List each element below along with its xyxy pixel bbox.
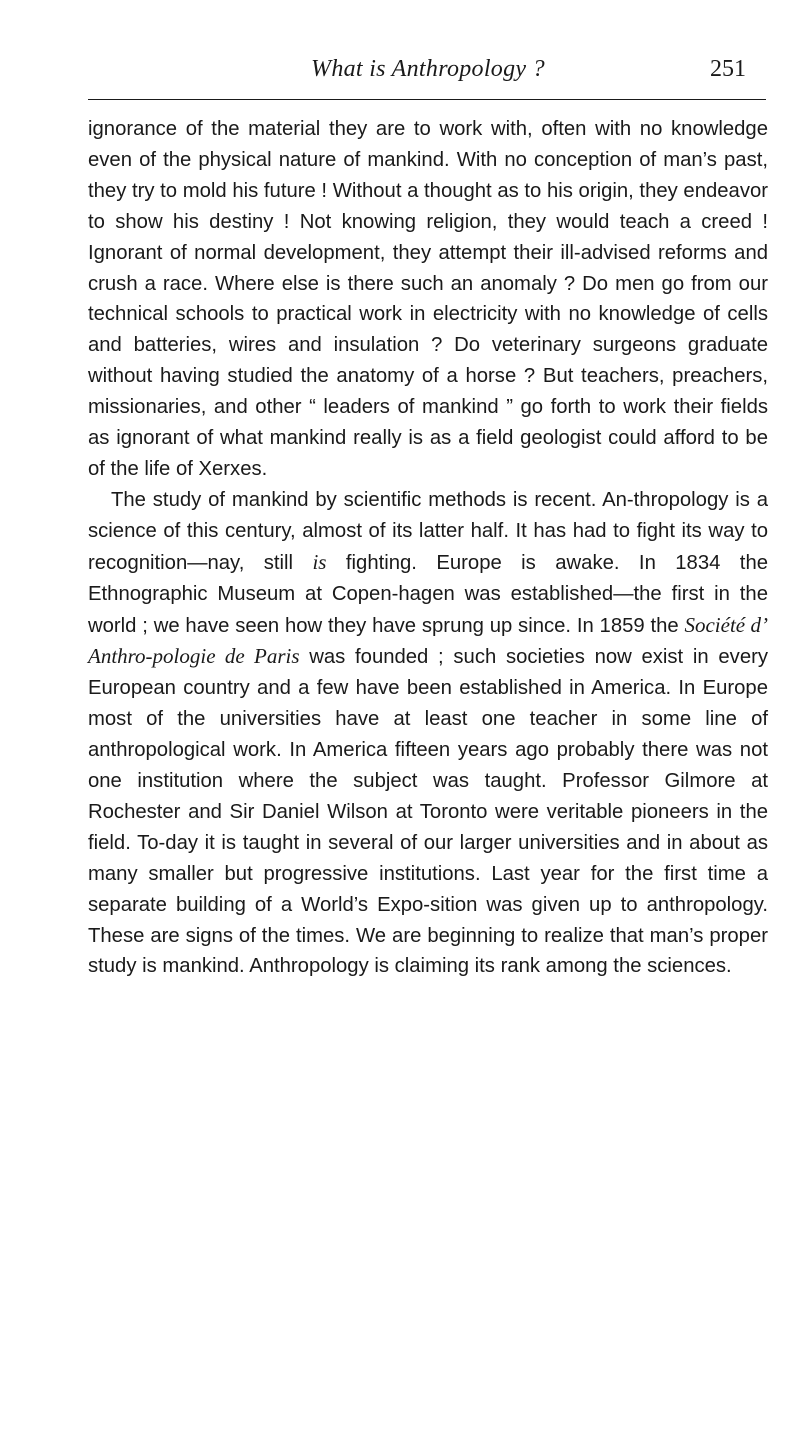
body-text (88, 114, 768, 982)
paragraph-2 (88, 485, 768, 983)
paragraph-2-part-1: The study of mankind by scientific methods is recent. An-thropology is a science of this century, almost of its latter half. It has had to fight its way to recognition—nay, still (88, 488, 768, 574)
page-number: 251 (710, 56, 746, 82)
paragraph-2-part-2: fighting. Europe is awake. In 1834 the Ethnographic Museum at Copen-hagen was established—the first in the world ; we have seen how they have sprung up since. In 1859 the (88, 551, 768, 637)
running-head (88, 56, 768, 96)
header-rule (88, 99, 766, 100)
running-title: What is Anthropology ? (311, 56, 545, 82)
paragraph-2-part-3: was founded ; such societies now exist in every European country and a few have been established in America. In Europe most of the universities have at least one teacher in some line of anthropological work. In America fifteen years ago probably there was not one institution where the subject was taught. Professor Gilmore at Rochester and Sir Daniel Wilson at Toronto were veritable pioneers in the field. To-day it is taught in several of our larger universities and in about as many smaller but progressive institutions. Last year for the first time a separate building of a World’s Expo-sition was given up to anthropology. These are signs of the times. We are beginning to realize that man’s proper study is mankind. Anthropology is claiming its rank among the sciences. (88, 646, 768, 978)
emphasis-is: is (312, 549, 327, 574)
society-name: Société d’ Anthro-pologie de Paris (88, 612, 769, 669)
paragraph-1: ignorance of the material they are to work with, often with no knowledge even of the physical nature of mankind. With no conception of man’s past, they try to mold his future ! Without a thought as to his origin, they endeavor to show his destiny ! Not knowing religion, they would teach a creed ! Ignorant of normal development, they attempt their ill-advised reforms and crush a race. Where else is there such an anomaly ? Do men go from our technical schools to practical work in electricity with no knowledge of cells and batteries, wires and insulation ? Do veterinary surgeons graduate without having studied the anatomy of a horse ? But teachers, preachers, missionaries, and other “ leaders of mankind ” go forth to work their fields as ignorant of what mankind really is as a field geologist could afford to be of the life of Xerxes. (88, 118, 768, 480)
